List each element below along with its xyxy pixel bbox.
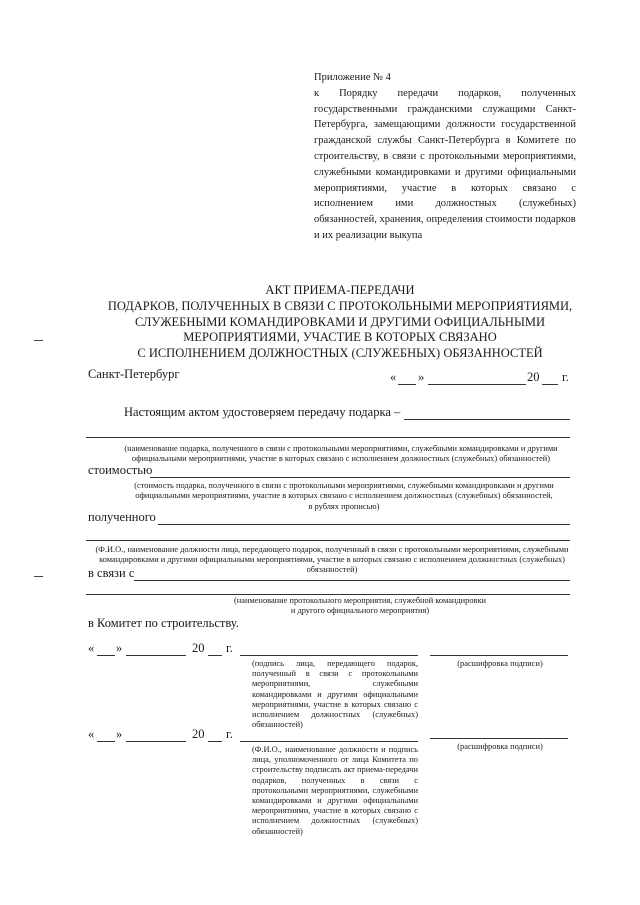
date-open-quote: « (390, 370, 397, 384)
event-field-2[interactable] (86, 594, 570, 595)
sig2-decode-field[interactable] (430, 738, 568, 739)
sig2-signature-field[interactable] (240, 741, 418, 742)
year-field[interactable] (542, 384, 558, 385)
sig1-signature-field[interactable] (240, 655, 418, 656)
margin-mark (34, 576, 43, 577)
sig1-decode: (расшифровка подписи) (457, 659, 543, 668)
title-line: ПОДАРКОВ, ПОЛУЧЕННЫХ В СВЯЗИ С ПРОТОКОЛЬНЫМИ МЕРОПРИЯТИЯМИ, (107, 298, 573, 313)
hint-person: (Ф.И.О., наименование должности лица, передающего подарок, полученный в связи с протокольными мероприятиями, служебными командировками и другими официальными мероприятиями, участие в которых связано с исполнением должностных (служебных) обязанностей) (95, 545, 569, 575)
appendix-text: к Порядку передачи подарков, полученных государственными гражданскими служащими Санкт-Петербурга, замещающими должности государственной гражданской службы Санкт-Петербурга в Комитете по строительству, в связи с протокольными мероприятиями, служебными командировками и другими официальными мероприятиями, участие в которых связано с исполнением ими должностных (служебных) обязанностей, хранения, определения стоимости подарков (314, 87, 576, 226)
received-field-2[interactable] (86, 540, 570, 541)
appendix-number: Приложение № 4 (314, 72, 391, 83)
appendix-block (314, 70, 576, 244)
hint-gift: (наименование подарка, полученного в связи с протокольными мероприятиями, служебными командировками и другими официальными мероприятиями, участие в которых связано с исполнением должностных (служебных) обязанностей) (124, 444, 558, 464)
sig2-date-open: « (88, 727, 95, 741)
date-suffix: г. (562, 370, 569, 384)
title-line: МЕРОПРИЯТИЯМИ, УЧАСТИЕ В КОТОРЫХ СВЯЗАНО (183, 330, 497, 345)
month-field[interactable] (428, 384, 526, 385)
sig1-year-field[interactable] (208, 655, 222, 656)
sig1-date-close: » (116, 641, 123, 655)
appendix-last-line: и их реализации выкупа (314, 229, 423, 241)
sig1-day-field[interactable] (97, 655, 115, 656)
title-line: АКТ ПРИЕМА-ПЕРЕДАЧИ (265, 283, 415, 297)
day-field[interactable] (398, 384, 416, 385)
hint-cost-rubles: в рублях прописью) (308, 502, 380, 511)
date-close-quote: » (418, 370, 425, 384)
sig1-hint: (подпись лица, передающего подарок, полученный в связи с протокольными мероприятиями, служебными командировками и другими официальными мероприятиями, участие в которых связано с исполнением должностных (служебных) обязанностей) (252, 659, 418, 730)
received-field[interactable] (158, 524, 570, 525)
sig1-suffix: г. (226, 641, 233, 655)
sig2-suffix: г. (226, 727, 233, 741)
sig2-date-close: » (116, 727, 123, 741)
connection-label: в связи с (88, 566, 135, 580)
sig2-hint: (Ф.И.О., наименование должности и подпись лица, уполномоченного от лица Комитета по строительству подписать акт приема-передачи подарков, полученных в связи с протокольными мероприятиями, служебными командировками и другими официальными мероприятиями, участие в которых связано с исполнением должностных (служебных) обязанностей) (252, 745, 418, 836)
hint-event: (наименование протокольного мероприятия, служебной командировки (233, 596, 487, 605)
committee-text: в Комитет по строительству. (88, 616, 239, 630)
sig2-year-field[interactable] (208, 741, 222, 742)
sig2-year: 20 (192, 727, 205, 741)
gift-field[interactable] (86, 437, 570, 438)
date-year-prefix: 20 (527, 370, 540, 384)
cost-label: стоимостью (88, 463, 153, 477)
title-line: СЛУЖЕБНЫМИ КОМАНДИРОВКАМИ И ДРУГИМИ ОФИЦИАЛЬНЫМИ (134, 314, 546, 329)
sig2-decode: (расшифровка подписи) (457, 742, 543, 751)
event-field[interactable] (134, 580, 570, 581)
margin-mark (34, 340, 43, 341)
intro-text: Настоящим актом удостоверяем передачу подарка – (124, 405, 401, 419)
sig1-decode-field[interactable] (430, 655, 568, 656)
cost-field[interactable] (150, 477, 570, 478)
sig1-year: 20 (192, 641, 205, 655)
sig2-month-field[interactable] (126, 741, 186, 742)
sig1-date-open: « (88, 641, 95, 655)
hint-cost: (стоимость подарка, полученного в связи с протокольными мероприятиями, служебными командировками и другими официальными мероприятиями, участие в которых связано с исполнением должностных (служебных) обязанностей, (134, 481, 554, 501)
received-label: полученного (88, 510, 156, 524)
sig2-day-field[interactable] (97, 741, 115, 742)
sig1-month-field[interactable] (126, 655, 186, 656)
document-title (60, 283, 620, 362)
title-line: С ИСПОЛНЕНИЕМ ДОЛЖНОСТНЫХ (СЛУЖЕБНЫХ) ОБЯЗАННОСТЕЙ (137, 346, 543, 361)
place-label: Санкт-Петербург (88, 367, 180, 381)
gift-field-start[interactable] (404, 419, 570, 420)
hint-event-2: и другого официального мероприятия) (290, 606, 430, 615)
